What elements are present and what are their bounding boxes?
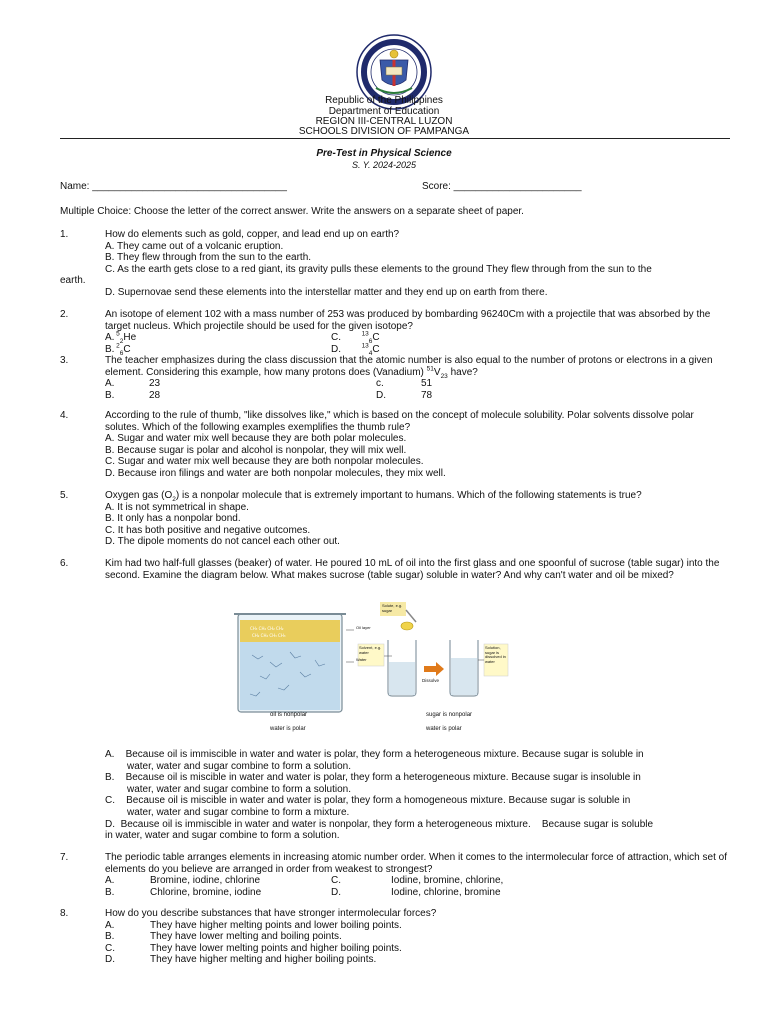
option-c-continued: earth. xyxy=(60,275,86,287)
svg-text:CH₂ CH₂ CH₃ CH₃: CH₂ CH₂ CH₃ CH₃ xyxy=(252,633,286,638)
question-text: Oxygen gas $(O_2)$ is a nonpolar molecule that is extremely important to humans. Which of the following statements is true? xyxy=(105,490,642,503)
option-c-value: 51 xyxy=(421,378,433,390)
option-a: A. They came out of a volcanic eruption. xyxy=(105,240,284,252)
question-text: An isotope of element 102 with a mass number of 253 was produced by bombarding 96240Cm with a projectile that was absorbed by the target nucleus. Which projectile should be used for the given isotope? xyxy=(105,309,711,332)
option-d: D. Because iron filings and water are both nonpolar molecules, they mix well. xyxy=(105,467,446,479)
question-6-options xyxy=(60,749,730,842)
question-1 xyxy=(60,229,730,299)
solvent-label: Solvent, e.g. water xyxy=(359,645,382,655)
option-d-value: Iodine, chlorine, bromine xyxy=(391,886,501,898)
header-divider xyxy=(60,138,730,139)
options-row-2 xyxy=(105,887,730,899)
option-b: B. They flew through from the sun to the earth. xyxy=(105,252,312,264)
caption-oil-nonpolar: oil is nonpolar xyxy=(270,712,308,718)
question-number: 7. xyxy=(60,852,69,863)
option-b-value: 28 xyxy=(149,389,161,401)
option-d-value: 78 xyxy=(421,389,433,401)
option-c: C. Because oil is miscible in water and water is polar, they form a homogeneous mixture. Because sugar is soluble in xyxy=(105,795,631,807)
question-8 xyxy=(60,908,730,966)
option-c: C. It has both positive and negative outcomes. xyxy=(105,524,311,536)
option-d: D. The dipole moments do not cancel each other out. xyxy=(105,536,340,548)
options-row-1 xyxy=(105,378,730,390)
question-text: How do you describe substances that have stronger intermolecular forces? xyxy=(105,908,437,919)
header-division: SCHOOLS DIVISION OF PAMPANGA xyxy=(298,126,470,137)
option-a: A. Sugar and water mix well because they are both polar molecules. xyxy=(105,433,407,445)
option-b: B. Because oil is miscible in water and water is polar, they form a heterogeneous mixture. Because sugar is insoluble in xyxy=(105,772,641,784)
instructions: Multiple Choice: Choose the letter of the correct answer. Write the answers on a separate sheet of paper. xyxy=(60,206,524,217)
header-republic: Republic of the Philippines xyxy=(325,95,443,106)
dissolve-arrow xyxy=(424,662,444,676)
name-field[interactable]: Name: ___________________________________ xyxy=(60,181,287,192)
option-b-continued: water, water and sugar combine to form a solution. xyxy=(127,783,352,795)
option-d: D. Because oil is immiscible in water and water is nonpolar, they form a heterogeneous mixture. Because sugar is soluble xyxy=(105,818,654,830)
water-label: Water xyxy=(356,657,367,662)
option-d: D. They have higher melting and higher boiling points. xyxy=(105,954,377,966)
question-5 xyxy=(60,490,730,548)
oil-layer-label: Oil layer xyxy=(356,625,371,630)
score-field[interactable]: Score: _______________________ xyxy=(422,181,582,192)
option-b: B. $^2_6$ C xyxy=(105,342,131,357)
option-d-continued: in water, water and sugar combine to form a solution. xyxy=(105,830,340,842)
question-2 xyxy=(60,309,730,355)
option-b-letter: B. xyxy=(105,886,115,898)
option-a: A. It is not symmetrical in shape. xyxy=(105,501,249,513)
option-a: A. Because oil is immiscible in water and water is polar, they form a heterogeneous mixture. Because sugar is soluble in xyxy=(105,749,644,760)
option-d: D. $^{13}_4$ C xyxy=(331,342,380,357)
svg-text:CH₃ CH₂ CH₂ CH₂: CH₃ CH₂ CH₂ CH₂ xyxy=(250,626,284,631)
options-row-1 xyxy=(105,875,730,887)
dissolve-label: Dissolve xyxy=(422,678,440,683)
option-c: C. $^{13}_6$ C xyxy=(331,330,380,346)
question-text: The periodic table arranges elements in increasing atomic number order. When it comes to the intermolecular force of attraction, which set of elements do you believe are arranged in order from weakest to strongest? xyxy=(105,852,727,875)
option-c-letter: c. xyxy=(376,378,384,390)
option-b-letter: B. xyxy=(105,389,115,401)
question-6 xyxy=(60,558,730,581)
header-region: REGION III-CENTRAL LUZON xyxy=(315,116,453,127)
option-d-letter: D. xyxy=(331,886,341,898)
solute-label: Solute, e.g. sugar xyxy=(382,603,403,613)
question-number: 1. xyxy=(60,229,69,240)
option-b: B. They have lower melting and boiling points. xyxy=(105,931,342,943)
option-b-value: Chlorine, bromine, iodine xyxy=(150,886,262,898)
question-number: 3. xyxy=(60,355,69,366)
school-year: S. Y. 2024-2025 xyxy=(351,160,417,170)
option-c-continued: water, water and sugar combine to form a mixture. xyxy=(127,806,350,818)
question-text: The teacher emphasizes during the class discussion that the atomic number is also equal to the number of protons or electrons in a given element. Considering this example, how many protons does (Vanadium) $^{51}V_{23}$ have? xyxy=(105,355,713,380)
option-a-continued: water, water and sugar combine to form a solution. xyxy=(127,760,352,772)
option-a-letter: A. xyxy=(105,378,115,390)
options-row-2 xyxy=(105,344,730,356)
option-a-value: Bromine, iodine, chlorine xyxy=(150,875,261,887)
option-a-letter: A. xyxy=(105,875,115,887)
question-number: 2. xyxy=(60,309,69,320)
question-number: 5. xyxy=(60,490,69,501)
question-number: 4. xyxy=(60,410,69,421)
option-d: D. Supernovae send these elements into the interstellar matter and they end up on earth from there. xyxy=(105,286,548,298)
caption-water-polar-right: water is polar xyxy=(426,726,462,732)
option-c-letter: C. xyxy=(331,875,341,887)
options-row-2 xyxy=(105,390,730,402)
options-row-1 xyxy=(105,332,730,344)
option-a: A. They have higher melting points and lower boiling points. xyxy=(105,919,402,931)
oil-water-beaker xyxy=(234,614,354,712)
question-text: Kim had two half-full glasses (beaker) of water. He poured 10 mL of oil into the first glass and one spoonful of sucrose (table sugar) into the second. Examine the diagram below. What makes sucrose (table sugar) soluble in water? And why can't water and oil be mixed? xyxy=(105,558,720,581)
option-d-letter: D. xyxy=(376,389,386,401)
solution-label: Solution, sugar is dissolved in water xyxy=(485,645,506,664)
option-c: C. Sugar and water mix well because they are both nonpolar molecules. xyxy=(105,456,424,468)
caption-water-polar-left: water is polar xyxy=(270,726,306,732)
caption-sugar-nonpolar: sugar is nonpolar xyxy=(426,712,473,718)
option-c: C. As the earth gets close to a red giant, its gravity pulls these elements to the ground They flew through from the sun to the xyxy=(105,263,652,275)
option-c-value: Iodine, bromine, chlorine, xyxy=(391,875,504,887)
question-7 xyxy=(60,852,730,898)
question-number: 6. xyxy=(60,558,69,569)
option-a: A. $^5_2$ He xyxy=(105,330,137,346)
option-c: C. They have lower melting points and higher boiling points. xyxy=(105,942,402,954)
option-b: B. Because sugar is polar and alcohol is nonpolar, they will mix well. xyxy=(105,444,407,456)
option-b: B. It only has a nonpolar bond. xyxy=(105,513,241,525)
question-3 xyxy=(60,355,730,401)
solubility-diagram xyxy=(230,600,550,740)
question-text: According to the rule of thumb, "like dissolves like," which is based on the concept of molecule solubility. Polar solvents dissolve polar solutes. Which of the following examples exemplifies the thumb rule? xyxy=(105,410,694,433)
question-4 xyxy=(60,410,730,480)
question-number: 8. xyxy=(60,908,69,919)
page-title: Pre-Test in Physical Science xyxy=(316,148,452,159)
option-a-value: 23 xyxy=(149,378,161,390)
header-department: Department of Education xyxy=(328,106,440,117)
question-text: How do elements such as gold, copper, and lead end up on earth? xyxy=(105,229,400,240)
